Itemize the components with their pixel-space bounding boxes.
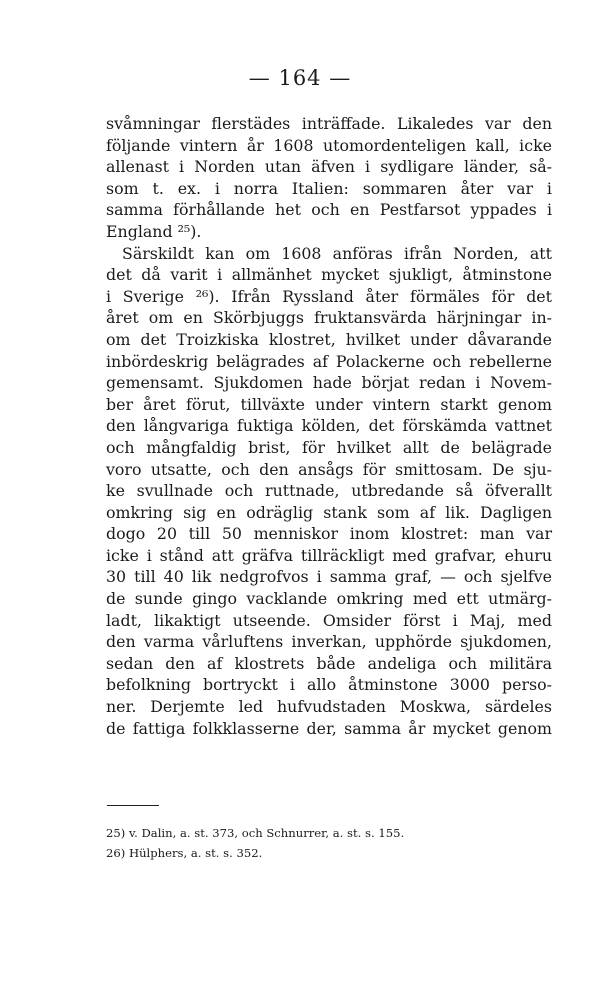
text-line: följande vintern år 1608 utomordenteligen kall, icke bbox=[106, 135, 552, 155]
text-line: omkring sig en odräglig stank som af lik. Dagligen bbox=[106, 502, 552, 522]
footnote-26: 26) Hülphers, a. st. s. 352. bbox=[106, 846, 263, 860]
text-line: de sunde gingo vacklande omkring med ett utmärg- bbox=[106, 589, 552, 609]
text-line: den varma vårluftens inverkan, upphörde sjukdomen, bbox=[106, 632, 552, 652]
text-line: ner. Derjemte led hufvudstaden Moskwa, särdeles bbox=[106, 697, 552, 717]
text-line: det då varit i allmänhet mycket sjukligt, åtminstone bbox=[106, 265, 552, 285]
text-line: gemensamt. Sjukdomen hade börjat redan i Novem- bbox=[106, 373, 552, 393]
text-line: de fattiga folkklasserne der, samma år mycket genom bbox=[106, 718, 552, 738]
text-line: inbördeskrig belägrades af Polackerne och rebellerne bbox=[106, 351, 552, 371]
text-line: dogo 20 till 50 menniskor inom klostret: man var bbox=[106, 524, 552, 544]
text-line: voro utsatte, och den ansågs för smittosam. De sju- bbox=[106, 459, 552, 479]
text-line: samma förhållande het och en Pestfarsot yppades i bbox=[106, 200, 552, 220]
text-line: England ²⁵). bbox=[106, 221, 202, 241]
footnote-divider bbox=[107, 805, 159, 806]
text-line: ber året förut, tillväxte under vintern starkt genom bbox=[106, 394, 552, 414]
text-line: allenast i Norden utan äfven i sydligare länder, så- bbox=[106, 157, 552, 177]
text-line: icke i stånd att gräfva tillräckligt med grafvar, ehuru bbox=[106, 545, 552, 565]
text-line: året om en Skörbjuggs fruktansvärda härjningar in- bbox=[106, 308, 552, 328]
text-line: och mångfaldig brist, för hvilket allt de belägrade bbox=[106, 437, 552, 457]
text-line: ladt, likaktigt utseende. Omsider först i Maj, med bbox=[106, 610, 552, 630]
body-text bbox=[106, 113, 552, 739]
page-number: — 164 — bbox=[248, 66, 352, 90]
text-line: ke svullnade och ruttnade, utbredande så öfverallt bbox=[106, 481, 552, 501]
footnote-25: 25) v. Dalin, a. st. 373, och Schnurrer, a. st. s. 155. bbox=[106, 826, 405, 840]
text-line: sedan den af klostrets både andeliga och militära bbox=[106, 653, 552, 673]
footnotes bbox=[106, 823, 552, 863]
text-line: i Sverige ²⁶). Ifrån Ryssland åter förmäles för det bbox=[106, 286, 552, 306]
text-line: om det Troizkiska klostret, hvilket under dåvarande bbox=[106, 329, 552, 349]
text-line: svåmningar flerstädes inträffade. Likaledes var den bbox=[106, 114, 552, 133]
text-line: som t. ex. i norra Italien: sommaren åter var i bbox=[106, 178, 552, 198]
text-line: 30 till 40 lik nedgrofvos i samma graf, — och sjelfve bbox=[106, 567, 552, 587]
text-line: befolkning bortryckt i allo åtminstone 3000 perso- bbox=[106, 675, 552, 695]
text-line: den långvariga fuktiga kölden, det förskämda vattnet bbox=[106, 416, 552, 436]
text-line: Särskildt kan om 1608 anföras ifrån Norden, att bbox=[122, 243, 552, 263]
